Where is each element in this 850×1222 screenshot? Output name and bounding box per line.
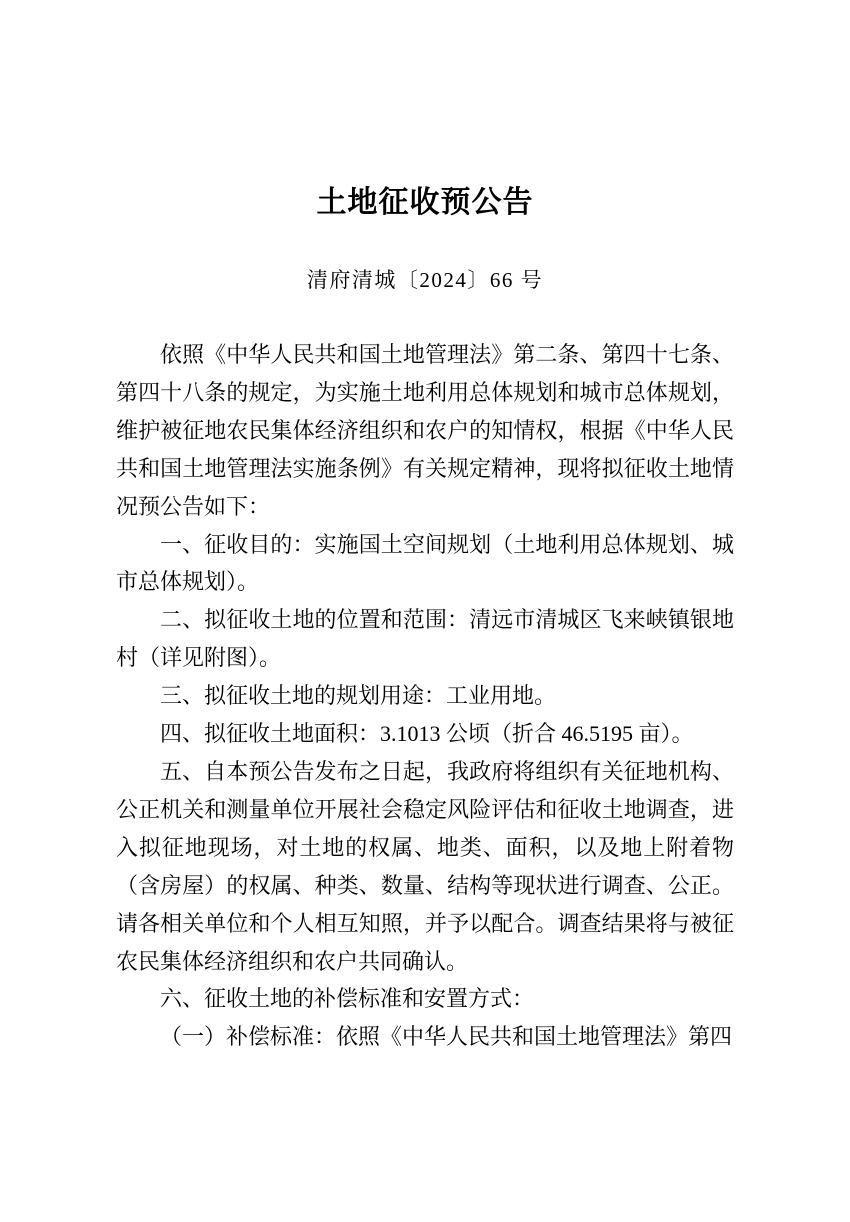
paragraph-survey-notice: 五、自本预公告发布之日起，我政府将组织有关征地机构、公正机关和测量单位开展社会稳定风险评估和征收土地调查，进入拟征地现场，对土地的权属、地类、面积，以及地上附着物（含房屋）的权属、种类、数量、结构等现状进行调查、公正。请各相关单位和个人相互知照，并予以配合。调查结果将与被征农民集体经济组织和农户共同确认。 [116,758,734,974]
paragraph-compensation-standard: （一）补偿标准：依照《中华人民共和国土地管理法》第四 [160,1024,733,1050]
document-title: 土地征收预公告 [316,186,534,219]
paragraph-planned-use: 三、拟征收土地的规划用途：工业用地。 [160,683,557,709]
paragraph-location-and-scope: 二、拟征收土地的位置和范围：清远市清城区飞来峡镇银地村（详见附图）。 [116,607,734,671]
paragraph-legal-basis: 依照《中华人民共和国土地管理法》第二条、第四十七条、第四十八条的规定，为实施土地利用总体规划和城市总体规划，维护被征地农民集体经济组织和农户的知情权，根据《中华人民共和国土地管理法实施条例》有关规定精神，现将拟征收土地情况预公告如下： [116,342,734,519]
paragraph-land-area: 四、拟征收土地面积：3.1013 公顷（折合 46.5195 亩）。 [160,721,694,747]
paragraph-expropriation-purpose: 一、征收目的：实施国土空间规划（土地利用总体规划、城市总体规划）。 [116,531,734,595]
document-body [116,336,734,1056]
paragraph-compensation-heading: 六、征收土地的补偿标准和安置方式： [160,986,535,1012]
document-number: 清府清城〔2024〕66 号 [306,268,544,292]
